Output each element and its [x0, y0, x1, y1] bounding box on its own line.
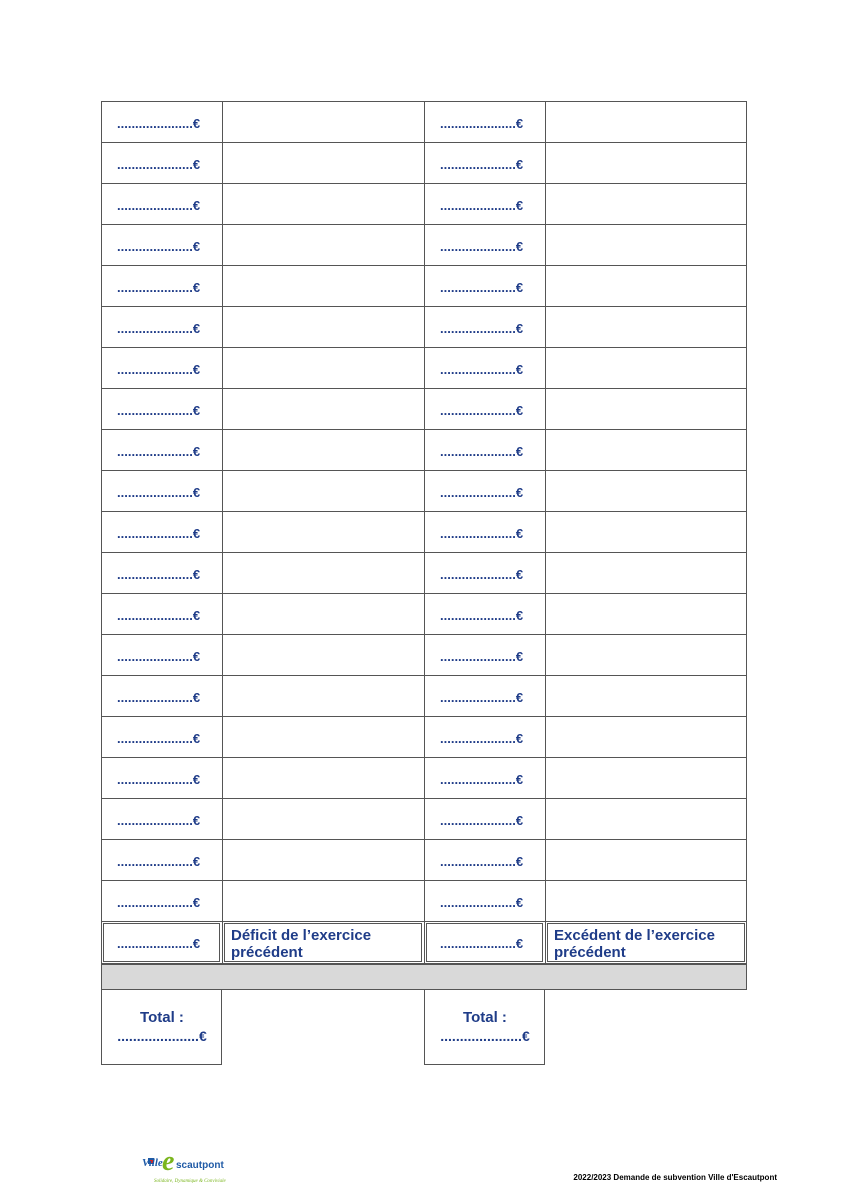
income-label-cell[interactable] [545, 265, 747, 306]
income-label-cell[interactable] [545, 675, 747, 716]
expense-amount-cell[interactable] [101, 347, 222, 388]
expense-label-cell[interactable] [222, 224, 424, 265]
expense-amount-cell[interactable] [101, 101, 222, 142]
income-amount-cell[interactable] [424, 593, 545, 634]
expense-amount-cell[interactable] [101, 757, 222, 798]
expense-label-cell[interactable] [222, 675, 424, 716]
amount-placeholder: .....................€ [440, 690, 524, 705]
income-label-cell[interactable] [545, 511, 747, 552]
deficit-amount-cell[interactable] [101, 921, 222, 964]
income-amount-cell[interactable] [424, 347, 545, 388]
amount-placeholder: .....................€ [440, 649, 524, 664]
amount-placeholder: .....................€ [440, 362, 524, 377]
income-label-cell[interactable] [545, 429, 747, 470]
expense-amount-cell[interactable] [101, 880, 222, 921]
income-label-cell[interactable] [545, 552, 747, 593]
budget-row [101, 880, 747, 921]
income-amount-cell[interactable] [424, 716, 545, 757]
amount-placeholder: .....................€ [117, 321, 201, 336]
expense-amount-cell[interactable] [101, 265, 222, 306]
amount-placeholder: .....................€ [440, 157, 524, 172]
amount-placeholder: .....................€ [440, 403, 524, 418]
income-label-cell[interactable] [545, 634, 747, 675]
income-label-cell[interactable] [545, 716, 747, 757]
budget-row [101, 142, 747, 183]
amount-placeholder: .....................€ [117, 239, 201, 254]
amount-placeholder: .....................€ [440, 239, 524, 254]
excedent-amount-cell[interactable] [424, 921, 545, 964]
expense-label-cell[interactable] [222, 142, 424, 183]
income-label-cell[interactable] [545, 593, 747, 634]
expense-label-cell[interactable] [222, 347, 424, 388]
amount-placeholder: .....................€ [117, 731, 201, 746]
budget-row [101, 757, 747, 798]
expense-amount-cell[interactable] [101, 552, 222, 593]
previous-year-row [101, 921, 747, 964]
budget-row [101, 470, 747, 511]
income-amount-cell[interactable] [424, 388, 545, 429]
amount-placeholder: .....................€ [117, 444, 201, 459]
income-amount-cell[interactable] [424, 470, 545, 511]
expense-label-cell[interactable] [222, 429, 424, 470]
total-right-label: Total : [463, 1009, 507, 1026]
income-label-cell[interactable] [545, 839, 747, 880]
budget-row [101, 306, 747, 347]
budget-row [101, 716, 747, 757]
amount-placeholder: .....................€ [440, 485, 524, 500]
amount-placeholder: .....................€ [440, 731, 524, 746]
expense-amount-cell[interactable] [101, 224, 222, 265]
expense-amount-cell[interactable] [101, 839, 222, 880]
amount-placeholder: .....................€ [117, 690, 201, 705]
amount-placeholder: .....................€ [117, 157, 201, 172]
expense-label-cell[interactable] [222, 306, 424, 347]
income-label-cell[interactable] [545, 183, 747, 224]
deficit-label: Déficit de l’exercice précédent [231, 927, 372, 961]
income-amount-cell[interactable] [424, 880, 545, 921]
amount-placeholder: .....................€ [440, 813, 524, 828]
amount-placeholder: .....................€ [440, 321, 524, 336]
svg-text:scautpont: scautpont [176, 1160, 224, 1171]
svg-text:Solidaire, Dynamique & Convivi: Solidaire, Dynamique & Conviviale [154, 1179, 226, 1184]
budget-row [101, 634, 747, 675]
amount-placeholder: .....................€ [117, 280, 201, 295]
income-label-cell[interactable] [545, 142, 747, 183]
excedent-amount: .....................€ [440, 936, 524, 951]
totals-row [101, 990, 747, 1065]
amount-placeholder: .....................€ [117, 403, 201, 418]
amount-placeholder: .....................€ [117, 854, 201, 869]
amount-placeholder: .....................€ [117, 485, 201, 500]
income-label-cell[interactable] [545, 757, 747, 798]
expense-amount-cell[interactable] [101, 798, 222, 839]
amount-placeholder: .....................€ [117, 895, 201, 910]
income-amount-cell[interactable] [424, 839, 545, 880]
expense-amount-cell[interactable] [101, 716, 222, 757]
amount-placeholder: .....................€ [440, 895, 524, 910]
expense-amount-cell[interactable] [101, 388, 222, 429]
expense-amount-cell[interactable] [101, 634, 222, 675]
budget-row [101, 552, 747, 593]
expense-label-cell[interactable] [222, 470, 424, 511]
expense-label-cell[interactable] [222, 880, 424, 921]
income-amount-cell[interactable] [424, 798, 545, 839]
expense-label-cell[interactable] [222, 265, 424, 306]
amount-placeholder: .....................€ [440, 567, 524, 582]
budget-table [101, 101, 747, 1065]
amount-placeholder: .....................€ [440, 854, 524, 869]
expense-amount-cell[interactable] [101, 470, 222, 511]
income-label-cell[interactable] [545, 306, 747, 347]
income-label-cell[interactable] [545, 101, 747, 142]
amount-placeholder: .....................€ [117, 813, 201, 828]
expense-amount-cell[interactable] [101, 511, 222, 552]
expense-label-cell[interactable] [222, 757, 424, 798]
separator-bar [101, 964, 747, 990]
budget-row [101, 593, 747, 634]
budget-row [101, 388, 747, 429]
income-amount-cell[interactable] [424, 265, 545, 306]
budget-row [101, 429, 747, 470]
income-label-cell[interactable] [545, 798, 747, 839]
deficit-label-cell [222, 921, 424, 964]
budget-row [101, 511, 747, 552]
income-amount-cell[interactable] [424, 429, 545, 470]
amount-placeholder: .....................€ [117, 116, 201, 131]
expense-label-cell[interactable] [222, 388, 424, 429]
expense-amount-cell[interactable] [101, 675, 222, 716]
amount-placeholder: .....................€ [440, 116, 524, 131]
amount-placeholder: .....................€ [440, 526, 524, 541]
expense-label-cell[interactable] [222, 101, 424, 142]
amount-placeholder: .....................€ [440, 772, 524, 787]
income-amount-cell[interactable] [424, 142, 545, 183]
income-amount-cell[interactable] [424, 183, 545, 224]
amount-placeholder: .....................€ [117, 362, 201, 377]
income-amount-cell[interactable] [424, 675, 545, 716]
expense-amount-cell[interactable] [101, 429, 222, 470]
income-label-cell[interactable] [545, 347, 747, 388]
amount-placeholder: .....................€ [117, 567, 201, 582]
income-label-cell[interactable] [545, 224, 747, 265]
income-amount-cell[interactable] [424, 224, 545, 265]
expense-label-cell[interactable] [222, 798, 424, 839]
deficit-amount: .....................€ [117, 936, 201, 951]
amount-placeholder: .....................€ [440, 608, 524, 623]
budget-row [101, 183, 747, 224]
ville-escautpont-logo [140, 1146, 230, 1186]
budget-row [101, 265, 747, 306]
svg-text:e: e [162, 1146, 175, 1177]
amount-placeholder: .....................€ [117, 772, 201, 787]
expense-amount-cell[interactable] [101, 306, 222, 347]
amount-placeholder: .....................€ [440, 198, 524, 213]
amount-placeholder: .....................€ [440, 280, 524, 295]
budget-row [101, 101, 747, 142]
income-label-cell[interactable] [545, 470, 747, 511]
expense-label-cell[interactable] [222, 552, 424, 593]
income-label-cell[interactable] [545, 880, 747, 921]
budget-row [101, 839, 747, 880]
expense-label-cell[interactable] [222, 634, 424, 675]
amount-placeholder: .....................€ [117, 608, 201, 623]
excedent-label-cell [545, 921, 747, 964]
income-amount-cell[interactable] [424, 306, 545, 347]
total-right-cell[interactable] [424, 990, 545, 1065]
income-amount-cell[interactable] [424, 634, 545, 675]
budget-row [101, 798, 747, 839]
income-amount-cell[interactable] [424, 511, 545, 552]
expense-amount-cell[interactable] [101, 142, 222, 183]
expense-amount-cell[interactable] [101, 183, 222, 224]
expense-label-cell[interactable] [222, 839, 424, 880]
income-amount-cell[interactable] [424, 552, 545, 593]
excedent-label: Excédent de l’exercice précédent [554, 927, 715, 961]
expense-label-cell[interactable] [222, 593, 424, 634]
total-left-label: Total : [140, 1009, 184, 1026]
expense-amount-cell[interactable] [101, 593, 222, 634]
income-amount-cell[interactable] [424, 101, 545, 142]
budget-row [101, 675, 747, 716]
budget-row [101, 347, 747, 388]
total-left-cell[interactable] [101, 990, 222, 1065]
expense-label-cell[interactable] [222, 511, 424, 552]
income-amount-cell[interactable] [424, 757, 545, 798]
amount-placeholder: .....................€ [117, 198, 201, 213]
amount-placeholder: .....................€ [117, 526, 201, 541]
expense-label-cell[interactable] [222, 183, 424, 224]
footer-text: 2022/2023 Demande de subvention Ville d'Escautpont [573, 1173, 777, 1182]
expense-label-cell[interactable] [222, 716, 424, 757]
total-left-amount: .....................€ [117, 1028, 207, 1044]
budget-row [101, 224, 747, 265]
income-label-cell[interactable] [545, 388, 747, 429]
svg-text:Ville: Ville [142, 1157, 163, 1169]
total-right-amount: .....................€ [440, 1028, 530, 1044]
amount-placeholder: .....................€ [117, 649, 201, 664]
amount-placeholder: .....................€ [440, 444, 524, 459]
